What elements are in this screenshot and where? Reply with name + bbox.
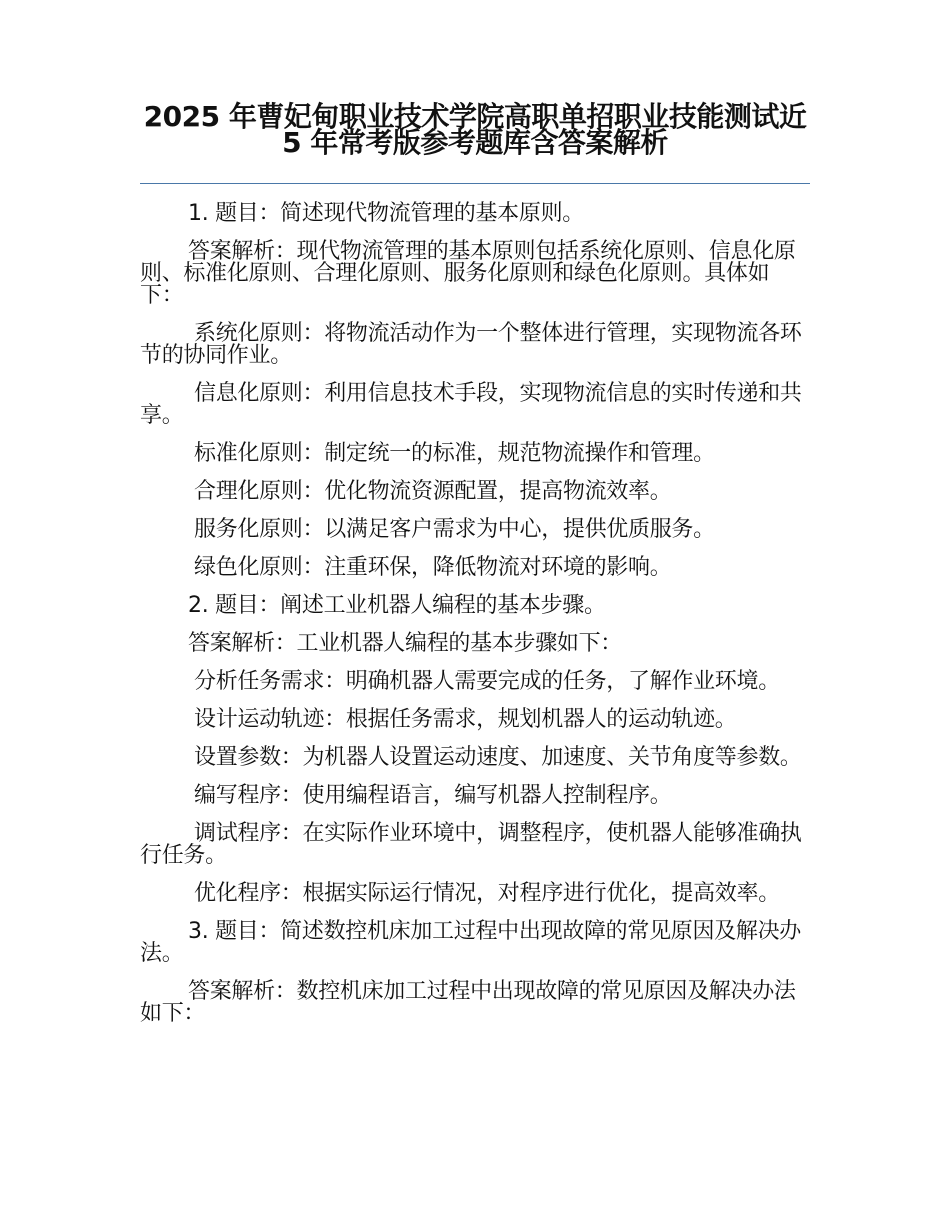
answer-1-point: 绿色化原则：注重环保，降低物流对环境的影响。 <box>194 555 672 580</box>
question-2: 2. 题目：阐述工业机器人编程的基本步骤。 <box>188 593 606 618</box>
answer-1-point: 信息化原则：利用信息技术手段，实现物流信息的实时传递和共享。 <box>140 381 802 428</box>
answer-2-step: 编写程序：使用编程语言，编写机器人控制程序。 <box>194 783 672 808</box>
title-divider <box>140 183 810 184</box>
answer-2-step: 调试程序：在实际作业环境中，调整程序，使机器人能够准确执行任务。 <box>140 821 802 868</box>
question-3: 3. 题目：简述数控机床加工过程中出现故障的常见原因及解决办法。 <box>140 919 801 966</box>
answer-2-step: 设计运动轨迹：根据任务需求，规划机器人的运动轨迹。 <box>194 707 737 732</box>
answer-1-point: 标准化原则：制定统一的标准，规范物流操作和管理。 <box>194 441 715 466</box>
document-body <box>140 203 810 1041</box>
answer-1-point: 合理化原则：优化物流资源配置，提高物流效率。 <box>194 479 672 504</box>
answer-2-step: 优化程序：根据实际运行情况，对程序进行优化，提高效率。 <box>194 881 780 906</box>
document-title: 2025 年曹妃甸职业技术学院高职单招职业技能测试近 5 年常考版参考题库含答案解析 <box>143 100 807 159</box>
answer-1-point: 系统化原则：将物流活动作为一个整体进行管理，实现物流各环节的协同作业。 <box>140 321 802 368</box>
question-1: 1. 题目：简述现代物流管理的基本原则。 <box>188 201 584 226</box>
answer-2-step: 分析任务需求：明确机器人需要完成的任务，了解作业环境。 <box>194 669 780 694</box>
answer-2: 答案解析：工业机器人编程的基本步骤如下： <box>188 631 623 656</box>
answer-1-point: 服务化原则：以满足客户需求为中心，提供优质服务。 <box>194 517 715 542</box>
answer-2-step: 设置参数：为机器人设置运动速度、加速度、关节角度等参数。 <box>194 745 802 770</box>
answer-3: 答案解析：数控机床加工过程中出现故障的常见原因及解决办法如下： <box>140 979 796 1026</box>
answer-1: 答案解析：现代物流管理的基本原则包括系统化原则、信息化原则、标准化原则、合理化原则、服务化原则和绿色化原则。具体如下： <box>140 239 796 308</box>
